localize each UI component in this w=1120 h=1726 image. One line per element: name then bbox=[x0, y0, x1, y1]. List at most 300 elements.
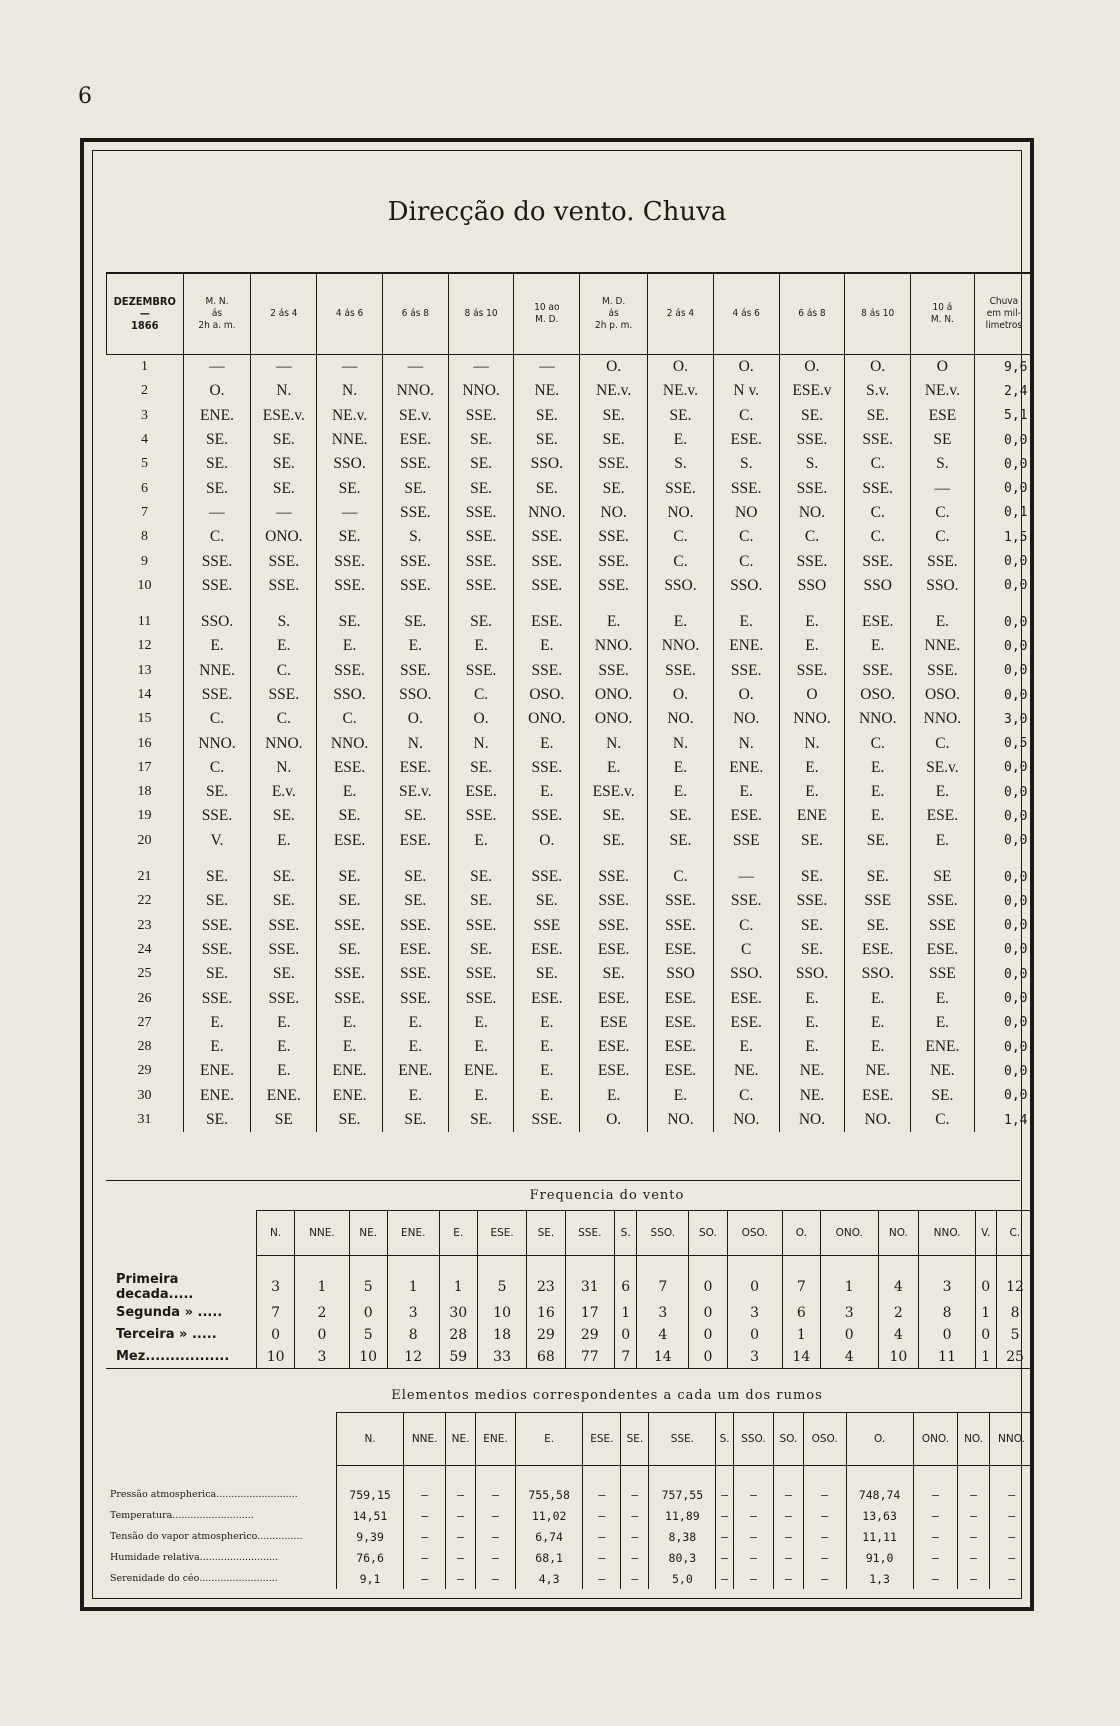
wind-cell: SE. bbox=[779, 404, 845, 428]
wind-cell: SSE. bbox=[183, 574, 251, 598]
wind-cell: N. bbox=[251, 756, 317, 780]
wind-cell: SE. bbox=[317, 938, 383, 962]
main-header-0: DEZEMBRO — 1866 bbox=[107, 273, 184, 355]
row-label: Mez................. bbox=[106, 1346, 257, 1369]
wind-cell: O. bbox=[514, 829, 580, 853]
wind-cell: — bbox=[911, 476, 975, 500]
gap-cell bbox=[317, 598, 383, 610]
wind-cell: ESE. bbox=[845, 938, 911, 962]
freq-header-5: ESE. bbox=[477, 1211, 526, 1256]
wind-cell: SSE. bbox=[382, 549, 448, 573]
wind-cell: E. bbox=[845, 986, 911, 1010]
freq-cell: 3 bbox=[295, 1346, 349, 1369]
freq-cell: 0 bbox=[919, 1324, 976, 1346]
wind-cell: SSE. bbox=[648, 476, 714, 500]
wind-cell: E. bbox=[514, 1035, 580, 1059]
gap-cell bbox=[448, 853, 514, 865]
gap-cell bbox=[779, 598, 845, 610]
wind-cell: SE. bbox=[648, 804, 714, 828]
day-cell: 12 bbox=[137, 638, 152, 654]
wind-cell: C. bbox=[183, 707, 251, 731]
elem-cell: — bbox=[733, 1526, 773, 1547]
wind-cell: E. bbox=[514, 731, 580, 755]
wind-cell: N. bbox=[317, 379, 383, 403]
wind-cell: SSO. bbox=[911, 574, 975, 598]
elem-header-2: NE. bbox=[446, 1413, 476, 1466]
wind-cell: SE. bbox=[448, 428, 514, 452]
gap-cell bbox=[713, 598, 779, 610]
day-cell: 23 bbox=[137, 917, 152, 933]
table-row bbox=[107, 634, 1034, 658]
wind-cell: E. bbox=[845, 634, 911, 658]
wind-cell: SE. bbox=[251, 962, 317, 986]
elem-cell: — bbox=[475, 1568, 515, 1589]
elem-header-1: NNE. bbox=[404, 1413, 446, 1466]
table-frame bbox=[80, 138, 1034, 1611]
elem-header-9: SSO. bbox=[733, 1413, 773, 1466]
wind-cell: SE. bbox=[251, 452, 317, 476]
elem-cell: — bbox=[716, 1568, 733, 1589]
wind-cell: O. bbox=[183, 379, 251, 403]
rain-cell: 0,0 bbox=[974, 914, 1033, 938]
wind-cell: E. bbox=[580, 610, 648, 634]
wind-cell: ESE. bbox=[845, 1084, 911, 1108]
rain-cell: 0,0 bbox=[974, 476, 1033, 500]
rain-cell: 0,0 bbox=[974, 452, 1033, 476]
table-row bbox=[107, 938, 1034, 962]
wind-cell: E. bbox=[317, 1011, 383, 1035]
wind-cell: NNO. bbox=[514, 501, 580, 525]
wind-cell: SE. bbox=[317, 525, 383, 549]
elem-cell: — bbox=[404, 1505, 446, 1526]
main-header-7: M. D. ás 2h p. m. bbox=[580, 273, 648, 355]
elem-cell: 8,38 bbox=[649, 1526, 716, 1547]
freq-header-8: S. bbox=[614, 1211, 636, 1256]
elem-cell: — bbox=[803, 1466, 846, 1506]
elem-cell: — bbox=[621, 1466, 649, 1506]
elem-cell: — bbox=[716, 1526, 733, 1547]
rain-cell: 9,6 bbox=[974, 355, 1033, 380]
freq-cell: 1 bbox=[295, 1256, 349, 1302]
day-cell: 18 bbox=[137, 784, 152, 800]
wind-cell: ESE. bbox=[648, 1011, 714, 1035]
wind-cell: O. bbox=[713, 355, 779, 380]
row-label: Segunda » ..... bbox=[116, 1305, 223, 1320]
rain-cell: 5,1 bbox=[974, 404, 1033, 428]
wind-cell: O. bbox=[648, 355, 714, 380]
divider bbox=[106, 1180, 1020, 1181]
day-cell: 8 bbox=[141, 529, 149, 545]
wind-cell: SSO. bbox=[317, 452, 383, 476]
wind-cell: ESE. bbox=[382, 829, 448, 853]
wind-cell: NO. bbox=[779, 1108, 845, 1132]
wind-cell: O bbox=[911, 355, 975, 380]
gap-cell bbox=[107, 598, 184, 610]
table-row bbox=[107, 731, 1034, 755]
wind-cell: SE. bbox=[779, 865, 845, 889]
freq-header-14: NO. bbox=[878, 1211, 919, 1256]
wind-cell: N v. bbox=[713, 379, 779, 403]
freq-cell: 29 bbox=[527, 1324, 565, 1346]
wind-cell: NNO. bbox=[911, 707, 975, 731]
wind-cell: SE. bbox=[317, 610, 383, 634]
elem-cell: — bbox=[583, 1505, 621, 1526]
wind-cell: SE. bbox=[779, 914, 845, 938]
freq-cell: 0 bbox=[689, 1302, 727, 1324]
wind-cell: NE. bbox=[845, 1059, 911, 1083]
gap-cell bbox=[251, 598, 317, 610]
wind-cell: SE. bbox=[382, 889, 448, 913]
wind-cell: ESE.v. bbox=[251, 404, 317, 428]
wind-cell: NE.v. bbox=[911, 379, 975, 403]
wind-cell: SSE. bbox=[648, 659, 714, 683]
wind-cell: ENE. bbox=[713, 756, 779, 780]
table-row bbox=[107, 404, 1034, 428]
wind-cell: E. bbox=[382, 1035, 448, 1059]
wind-cell: SE. bbox=[648, 829, 714, 853]
freq-cell: 0 bbox=[820, 1324, 878, 1346]
wind-cell: SSE. bbox=[382, 574, 448, 598]
wind-cell: SE. bbox=[911, 1084, 975, 1108]
wind-cell: SE.v. bbox=[911, 756, 975, 780]
wind-cell: E. bbox=[911, 610, 975, 634]
wind-cell: SSE. bbox=[183, 549, 251, 573]
wind-cell: NO. bbox=[648, 707, 714, 731]
elem-cell: 757,55 bbox=[649, 1466, 716, 1506]
elem-cell: 91,0 bbox=[846, 1547, 913, 1568]
table-row bbox=[107, 829, 1034, 853]
wind-cell: S. bbox=[648, 452, 714, 476]
freq-cell: 3 bbox=[820, 1302, 878, 1324]
rain-cell: 0,0 bbox=[974, 428, 1033, 452]
rain-cell: 0,0 bbox=[974, 986, 1033, 1010]
gap-cell bbox=[580, 598, 648, 610]
wind-cell: S.v. bbox=[845, 379, 911, 403]
freq-header-11: OSO. bbox=[727, 1211, 782, 1256]
wind-cell: C. bbox=[183, 525, 251, 549]
freq-cell: 1 bbox=[975, 1346, 996, 1369]
wind-cell: SSE. bbox=[382, 986, 448, 1010]
rain-cell: 0,0 bbox=[974, 1035, 1033, 1059]
freq-cell: 14 bbox=[637, 1346, 689, 1369]
wind-cell: SE. bbox=[183, 428, 251, 452]
table-row bbox=[106, 1505, 1034, 1526]
wind-cell: SSE. bbox=[448, 501, 514, 525]
elem-cell: 76,6 bbox=[337, 1547, 404, 1568]
wind-cell: S. bbox=[382, 525, 448, 549]
wind-cell: — bbox=[317, 355, 383, 380]
wind-cell: ESE. bbox=[317, 829, 383, 853]
wind-cell: SE. bbox=[382, 804, 448, 828]
freq-cell: 25 bbox=[996, 1346, 1033, 1369]
wind-cell: E. bbox=[251, 1035, 317, 1059]
rain-cell: 0,1 bbox=[974, 501, 1033, 525]
gap-cell bbox=[845, 853, 911, 865]
elem-cell: 14,51 bbox=[337, 1505, 404, 1526]
elem-header-5: ESE. bbox=[583, 1413, 621, 1466]
freq-header-6: SE. bbox=[527, 1211, 565, 1256]
wind-cell: SE. bbox=[779, 829, 845, 853]
table-row bbox=[107, 476, 1034, 500]
wind-cell: E. bbox=[845, 780, 911, 804]
wind-cell: SSE. bbox=[317, 549, 383, 573]
table-row bbox=[106, 1324, 1034, 1346]
elem-header-14: NO. bbox=[958, 1413, 990, 1466]
wind-cell: SE. bbox=[183, 476, 251, 500]
day-cell: 24 bbox=[137, 941, 152, 957]
wind-cell: SSE. bbox=[648, 889, 714, 913]
wind-cell: C. bbox=[845, 525, 911, 549]
elem-cell: — bbox=[583, 1466, 621, 1506]
wind-cell: — bbox=[251, 501, 317, 525]
freq-cell: 0 bbox=[614, 1324, 636, 1346]
elem-cell: 68,1 bbox=[516, 1547, 583, 1568]
wind-cell: NO. bbox=[648, 1108, 714, 1132]
elem-cell: — bbox=[446, 1526, 476, 1547]
wind-cell: C. bbox=[648, 865, 714, 889]
wind-cell: O. bbox=[779, 355, 845, 380]
wind-cell: SE. bbox=[448, 610, 514, 634]
day-cell: 2 bbox=[141, 383, 149, 399]
wind-cell: C. bbox=[448, 683, 514, 707]
wind-cell: S. bbox=[251, 610, 317, 634]
elem-cell: — bbox=[404, 1526, 446, 1547]
wind-cell: O. bbox=[648, 683, 714, 707]
wind-cell: — bbox=[251, 355, 317, 380]
wind-cell: SSE. bbox=[845, 476, 911, 500]
wind-cell: SSE. bbox=[251, 914, 317, 938]
wind-cell: S. bbox=[779, 452, 845, 476]
elem-cell: — bbox=[989, 1466, 1033, 1506]
wind-cell: SE. bbox=[251, 428, 317, 452]
wind-cell: SSO. bbox=[845, 962, 911, 986]
day-cell: 3 bbox=[141, 407, 149, 423]
wind-cell: NNO. bbox=[317, 731, 383, 755]
wind-cell: SSE. bbox=[580, 549, 648, 573]
freq-cell: 77 bbox=[565, 1346, 614, 1369]
table-row bbox=[106, 1466, 1034, 1506]
wind-cell: ESE.v. bbox=[580, 780, 648, 804]
day-cell: 13 bbox=[137, 662, 152, 678]
freq-header-2: NE. bbox=[349, 1211, 387, 1256]
wind-cell: C. bbox=[648, 549, 714, 573]
wind-cell: C. bbox=[648, 525, 714, 549]
wind-cell: SSE. bbox=[317, 986, 383, 1010]
table-row bbox=[107, 683, 1034, 707]
elem-caption: Elementos medios correspondentes a cada um dos rumos bbox=[391, 1388, 823, 1403]
freq-cell: 0 bbox=[349, 1302, 387, 1324]
freq-cell: 10 bbox=[878, 1346, 919, 1369]
elem-cell: 6,74 bbox=[516, 1526, 583, 1547]
wind-cell: SSE. bbox=[448, 525, 514, 549]
wind-cell: SE. bbox=[514, 889, 580, 913]
wind-cell: SE. bbox=[514, 476, 580, 500]
wind-cell: E. bbox=[514, 780, 580, 804]
wind-cell: SSO. bbox=[713, 574, 779, 598]
wind-cell: NE. bbox=[514, 379, 580, 403]
day-cell: 5 bbox=[141, 456, 149, 472]
wind-cell: SSO bbox=[779, 574, 845, 598]
wind-cell: O. bbox=[580, 355, 648, 380]
rain-cell: 3,0 bbox=[974, 707, 1033, 731]
wind-cell: ESE. bbox=[713, 1011, 779, 1035]
wind-cell: NE.v. bbox=[317, 404, 383, 428]
gap-cell bbox=[514, 853, 580, 865]
elem-header-7: SSE. bbox=[649, 1413, 716, 1466]
freq-cell: 4 bbox=[820, 1346, 878, 1369]
day-cell: 1 bbox=[141, 359, 149, 375]
table-row bbox=[107, 962, 1034, 986]
wind-cell: ESE. bbox=[713, 986, 779, 1010]
wind-cell: SSE. bbox=[448, 804, 514, 828]
elem-cell: — bbox=[958, 1505, 990, 1526]
wind-cell: SSE. bbox=[514, 865, 580, 889]
day-cell: 30 bbox=[137, 1087, 152, 1103]
wind-cell: SE. bbox=[183, 962, 251, 986]
wind-cell: ENE bbox=[779, 804, 845, 828]
wind-cell: E. bbox=[779, 610, 845, 634]
wind-cell: SE bbox=[911, 865, 975, 889]
freq-cell: 0 bbox=[975, 1324, 996, 1346]
table-row bbox=[107, 501, 1034, 525]
elem-cell: — bbox=[475, 1466, 515, 1506]
wind-cell: E. bbox=[183, 1035, 251, 1059]
freq-cell: 4 bbox=[637, 1324, 689, 1346]
wind-cell: SE. bbox=[514, 428, 580, 452]
wind-cell: SE. bbox=[183, 865, 251, 889]
freq-header-4: E. bbox=[439, 1211, 477, 1256]
wind-cell: SSE. bbox=[845, 659, 911, 683]
freq-cell: 28 bbox=[439, 1324, 477, 1346]
wind-cell: C. bbox=[713, 525, 779, 549]
wind-cell: N. bbox=[382, 731, 448, 755]
main-header-3: 4 ás 6 bbox=[317, 273, 383, 355]
freq-cell: 1 bbox=[782, 1324, 820, 1346]
wind-cell: NO. bbox=[580, 501, 648, 525]
wind-cell: E. bbox=[845, 756, 911, 780]
wind-cell: SSE. bbox=[183, 938, 251, 962]
rain-cell: 0,0 bbox=[974, 889, 1033, 913]
wind-cell: SSO. bbox=[183, 610, 251, 634]
wind-cell: ESE. bbox=[514, 938, 580, 962]
wind-cell: SSE bbox=[911, 962, 975, 986]
main-header-12: 10 á M. N. bbox=[911, 273, 975, 355]
wind-cell: ESE. bbox=[514, 986, 580, 1010]
freq-cell: 3 bbox=[727, 1302, 782, 1324]
wind-cell: E. bbox=[251, 1011, 317, 1035]
wind-cell: SSO. bbox=[317, 683, 383, 707]
wind-cell: E. bbox=[514, 1011, 580, 1035]
freq-cell: 0 bbox=[257, 1324, 295, 1346]
wind-cell: ENE. bbox=[317, 1059, 383, 1083]
rain-cell: 0,0 bbox=[974, 634, 1033, 658]
wind-cell: N. bbox=[648, 731, 714, 755]
wind-cell: SE. bbox=[580, 476, 648, 500]
wind-cell: SE. bbox=[382, 865, 448, 889]
wind-cell: — bbox=[317, 501, 383, 525]
wind-cell: SSE. bbox=[911, 889, 975, 913]
elem-cell: — bbox=[989, 1547, 1033, 1568]
rain-cell: 0,0 bbox=[974, 962, 1033, 986]
elem-cell: — bbox=[958, 1568, 990, 1589]
wind-cell: SE. bbox=[251, 476, 317, 500]
gap-cell bbox=[580, 853, 648, 865]
row-label: Tensão do vapor atmospherico............... bbox=[110, 1531, 303, 1542]
wind-cell: SSE. bbox=[448, 549, 514, 573]
wind-cell: SSE. bbox=[251, 574, 317, 598]
wind-cell: SSE. bbox=[514, 1108, 580, 1132]
wind-cell: E. bbox=[183, 1011, 251, 1035]
wind-cell: SSE. bbox=[183, 683, 251, 707]
freq-cell: 0 bbox=[727, 1324, 782, 1346]
wind-cell: NNE. bbox=[911, 634, 975, 658]
wind-cell: — bbox=[448, 355, 514, 380]
row-label: Temperatura........................... bbox=[110, 1510, 254, 1521]
wind-cell: SE.v. bbox=[382, 780, 448, 804]
wind-cell: NNO. bbox=[251, 731, 317, 755]
wind-cell: O. bbox=[845, 355, 911, 380]
wind-cell: O. bbox=[713, 683, 779, 707]
wind-cell: E. bbox=[382, 1011, 448, 1035]
wind-cell: E. bbox=[779, 756, 845, 780]
table-row bbox=[107, 379, 1034, 403]
wind-cell: ESE. bbox=[648, 986, 714, 1010]
wind-cell: E. bbox=[911, 829, 975, 853]
day-cell: 6 bbox=[141, 480, 149, 496]
wind-cell: SE. bbox=[448, 452, 514, 476]
elem-cell: — bbox=[774, 1466, 804, 1506]
freq-cell: 10 bbox=[477, 1302, 526, 1324]
wind-cell: ENE. bbox=[251, 1084, 317, 1108]
rain-cell: 0,0 bbox=[974, 1084, 1033, 1108]
freq-cell: 3 bbox=[257, 1256, 295, 1302]
wind-cell: ENE. bbox=[911, 1035, 975, 1059]
rain-cell: 0,0 bbox=[974, 549, 1033, 573]
wind-cell: ESE. bbox=[580, 1059, 648, 1083]
wind-cell: SSE. bbox=[779, 889, 845, 913]
wind-cell: SE. bbox=[648, 404, 714, 428]
freq-header-16: V. bbox=[975, 1211, 996, 1256]
wind-cell: C. bbox=[911, 501, 975, 525]
elem-cell: — bbox=[733, 1505, 773, 1526]
freq-cell: 29 bbox=[565, 1324, 614, 1346]
wind-cell: E. bbox=[448, 1035, 514, 1059]
table-row bbox=[106, 1526, 1034, 1547]
elem-cell: — bbox=[989, 1526, 1033, 1547]
wind-cell: ENE. bbox=[183, 404, 251, 428]
rain-cell: 0,0 bbox=[974, 1011, 1033, 1035]
wind-cell: E. bbox=[448, 1084, 514, 1108]
gap-cell bbox=[382, 853, 448, 865]
freq-cell: 1 bbox=[820, 1256, 878, 1302]
wind-cell: SE. bbox=[845, 914, 911, 938]
wind-cell: SSE. bbox=[580, 452, 648, 476]
freq-cell: 3 bbox=[727, 1346, 782, 1369]
elem-cell: — bbox=[774, 1547, 804, 1568]
elem-header-0: N. bbox=[337, 1413, 404, 1466]
wind-cell: ENE. bbox=[317, 1084, 383, 1108]
wind-cell: SSO. bbox=[382, 683, 448, 707]
table-row bbox=[107, 1035, 1034, 1059]
wind-cell: SE. bbox=[251, 865, 317, 889]
wind-cell: SE. bbox=[448, 889, 514, 913]
elem-cell: — bbox=[913, 1547, 958, 1568]
wind-cell: SSE. bbox=[911, 659, 975, 683]
wind-cell: C. bbox=[911, 731, 975, 755]
wind-cell: SSE. bbox=[779, 659, 845, 683]
freq-header-10: SO. bbox=[689, 1211, 727, 1256]
table-row bbox=[107, 1084, 1034, 1108]
